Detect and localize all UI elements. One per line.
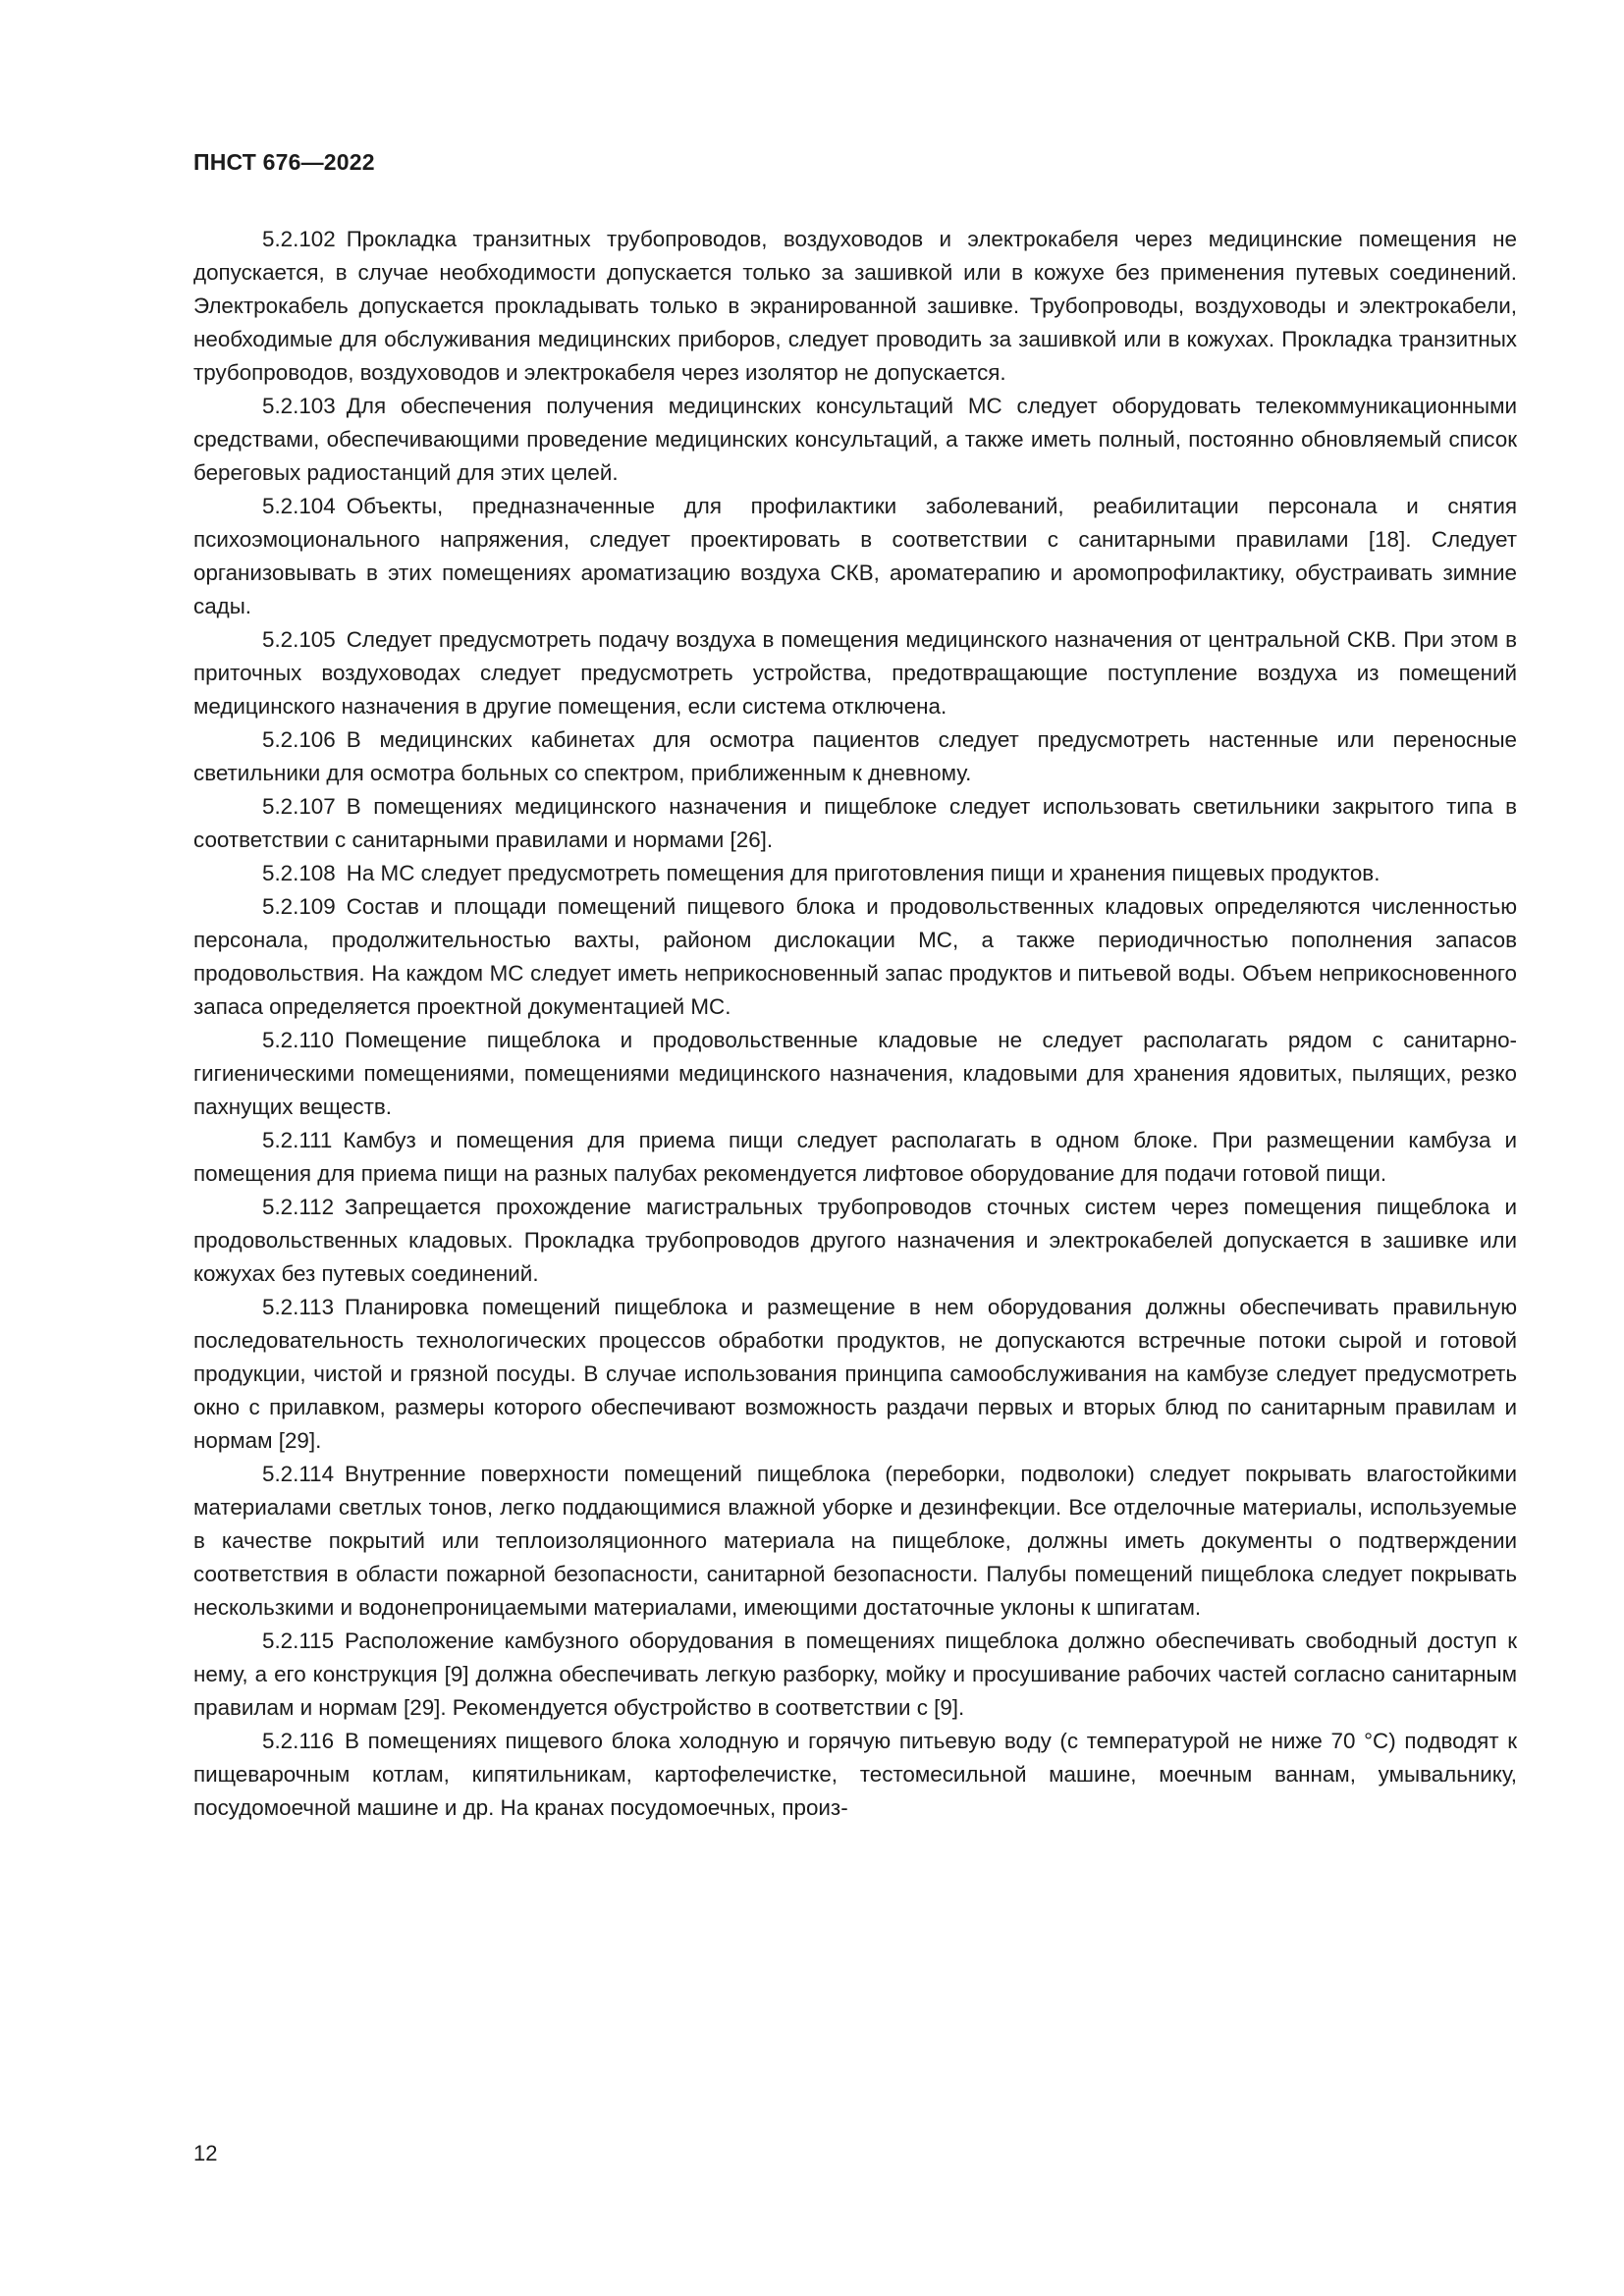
clause-5-2-105 [193,623,1517,723]
clause-text: В помещениях медицинского назначения и пищеблоке следует использовать светильники закрытого типа в соответствии с санитарными правилами и нормами [26]. [193,794,1517,852]
clause-text: Расположение камбузного оборудования в помещениях пищеблока должно обеспечивать свободный доступ к нему, а его конструкция [9] должна обеспечивать легкую разборку, мойку и просушивание рабочих частей согласно санитарным правилам и нормам [29]. Рекомендуется обустройство в соответствии с [9]. [193,1629,1517,1720]
clause-number: 5.2.115 [262,1629,335,1653]
clause-5-2-108 [193,857,1517,890]
clause-number: 5.2.110 [262,1028,335,1052]
clause-text: На МС следует предусмотреть помещения для приготовления пищи и хранения пищевых продуктов. [346,861,1380,885]
document-body [193,223,1517,1825]
clause-text: Для обеспечения получения медицинских консультаций МС следует оборудовать телекоммуникационными средствами, обеспечивающими проведение медицинских консультаций, а также иметь полный, постоянно обновляемый список береговых радиостанций для этих целей. [193,394,1517,485]
clause-5-2-113 [193,1291,1517,1458]
clause-text: В медицинских кабинетах для осмотра пациентов следует предусмотреть настенные или переносные светильники для осмотра больных со спектром, приближенным к дневному. [193,727,1517,785]
clause-5-2-112 [193,1191,1517,1291]
clause-text: Объекты, предназначенные для профилактики заболеваний, реабилитации персонала и снятия психоэмоционального напряжения, следует проектировать в соответствии с санитарными правилами [18]. Следует организовывать в этих помещениях ароматизацию воздуха СКВ, ароматерапию и аромопрофилактику, обустраивать зимние сады. [193,494,1517,618]
page-number: 12 [193,2141,218,2165]
clause-number: 5.2.111 [262,1128,333,1152]
clause-5-2-104 [193,490,1517,623]
clause-5-2-109 [193,890,1517,1024]
clause-5-2-110 [193,1024,1517,1124]
clause-number: 5.2.105 [262,627,336,652]
clause-5-2-111 [193,1124,1517,1191]
clause-5-2-107 [193,790,1517,857]
clause-text: Внутренние поверхности помещений пищеблока (переборки, подволоки) следует покрывать влагостойкими материалами светлых тонов, легко поддающимися влажной уборке и дезинфекции. Все отделочные материалы, используемые в качестве покрытий или теплоизоляционного материала на пищеблоке, должны иметь документы о подтверждении соответствия в области пожарной безопасности, санитарной безопасности. Палубы помещений пищеблока следует покрывать нескользкими и водонепроницаемыми материалами, имеющими достаточные уклоны к шпигатам. [193,1462,1517,1620]
clause-5-2-106 [193,723,1517,790]
clause-5-2-116 [193,1725,1517,1825]
clause-5-2-103 [193,390,1517,490]
clause-text: Планировка помещений пищеблока и размещение в нем оборудования должны обеспечивать правильную последовательность технологических процессов обработки продуктов, не допускаются встречные потоки сырой и готовой продукции, чистой и грязной посуды. В случае использования принципа самообслуживания на камбузе следует предусмотреть окно с прилавком, размеры которого обеспечивают возможность раздачи первых и вторых блюд по санитарным правилам и нормам [29]. [193,1295,1517,1453]
clause-number: 5.2.116 [262,1729,335,1753]
clause-5-2-114 [193,1458,1517,1625]
clause-number: 5.2.103 [262,394,336,418]
clause-5-2-102 [193,223,1517,390]
clause-number: 5.2.114 [262,1462,335,1486]
clause-number: 5.2.104 [262,494,336,518]
clause-number: 5.2.106 [262,727,336,752]
clause-text: Помещение пищеблока и продовольственные кладовые не следует располагать рядом с санитарно-гигиеническими помещениями, помещениями медицинского назначения, кладовыми для хранения ядовитых, пылящих, резко пахнущих веществ. [193,1028,1517,1119]
clause-text: В помещениях пищевого блока холодную и горячую питьевую воду (с температурой не ниже 70 °С) подводят к пищеварочным котлам, кипятильникам, картофелечистке, тестомесильной машине, моечным ваннам, умывальнику, посудомоечной машине и др. На кранах посудомоечных, произ- [193,1729,1517,1820]
clause-text: Прокладка транзитных трубопроводов, воздуховодов и электрокабеля через медицинские помещения не допускается, в случае необходимости допускается только за зашивкой или в кожухе без применения путевых соединений. Электрокабель допускается прокладывать только в экранированной зашивке. Трубопроводы, воздуховоды и электрокабели, необходимые для обслуживания медицинских приборов, следует проводить за зашивкой или в кожухах. Прокладка транзитных трубопроводов, воздуховодов и электрокабеля через изолятор не допускается. [193,227,1517,385]
clause-number: 5.2.112 [262,1195,335,1219]
clause-text: Камбуз и помещения для приема пищи следует располагать в одном блоке. При размещении камбуза и помещения для приема пищи на разных палубах рекомендуется лифтовое оборудование для подачи готовой пищи. [193,1128,1517,1186]
clause-5-2-115 [193,1625,1517,1725]
clause-text: Следует предусмотреть подачу воздуха в помещения медицинского назначения от центральной СКВ. При этом в приточных воздуховодах следует предусмотреть устройства, предотвращающие поступление воздуха из помещений медицинского назначения в другие помещения, если система отключена. [193,627,1517,719]
clause-number: 5.2.109 [262,894,336,919]
clause-number: 5.2.102 [262,227,336,251]
clause-text: Запрещается прохождение магистральных трубопроводов сточных систем через помещения пищеблока и продовольственных кладовых. Прокладка трубопроводов другого назначения и электрокабелей допускается в зашивке или кожухах без путевых соединений. [193,1195,1517,1286]
clause-number: 5.2.107 [262,794,336,819]
document-designation: ПНСТ 676—2022 [193,149,375,175]
clause-number: 5.2.113 [262,1295,335,1319]
clause-text: Состав и площади помещений пищевого блока и продовольственных кладовых определяются численностью персонала, продолжительностью вахты, районом дислокации МС, а также периодичностью пополнения запасов продовольствия. На каждом МС следует иметь неприкосновенный запас продуктов и питьевой воды. Объем неприкосновенного запаса определяется проектной документацией МС. [193,894,1517,1019]
clause-number: 5.2.108 [262,861,336,885]
